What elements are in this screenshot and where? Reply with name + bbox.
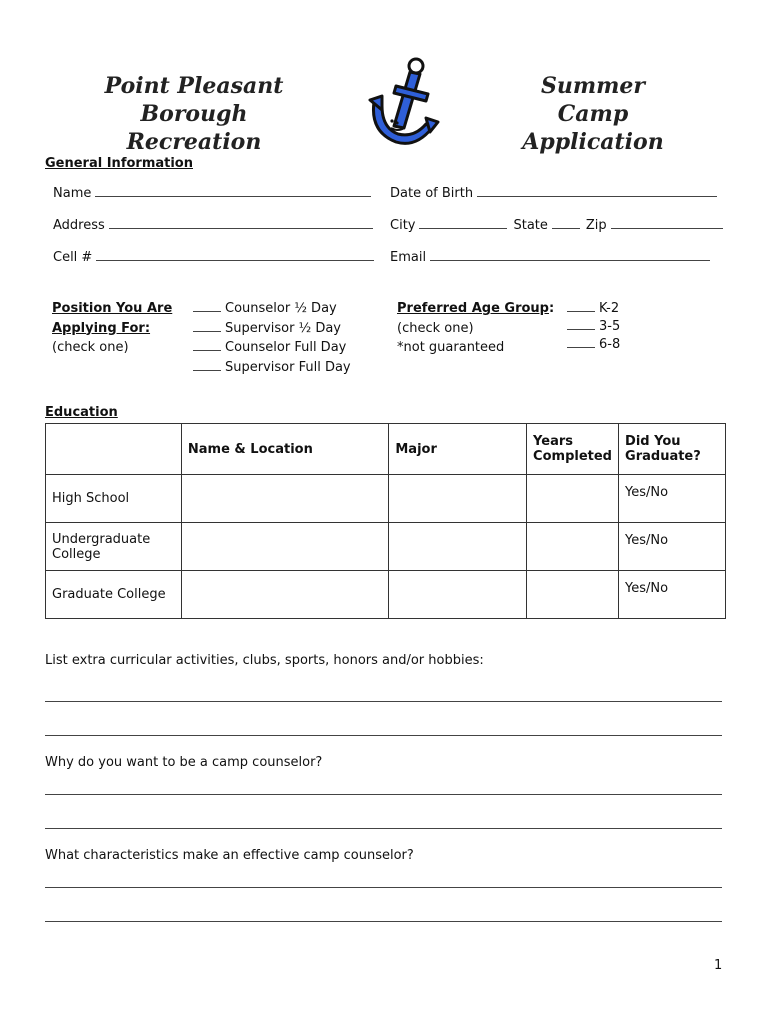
question-why-counselor: Why do you want to be a camp counselor?	[45, 755, 323, 770]
age-option-label: 3-5	[599, 319, 621, 334]
position-option[interactable]	[193, 338, 346, 358]
position-blank[interactable]	[193, 338, 221, 351]
city-line[interactable]	[419, 216, 507, 229]
address-field[interactable]	[53, 216, 379, 233]
org-title-line2: Recreation	[126, 129, 262, 155]
graduate-cell[interactable]: Yes/No	[619, 571, 726, 619]
table-row	[46, 523, 726, 571]
email-field[interactable]	[390, 248, 716, 265]
anchor-icon	[366, 56, 442, 150]
row-label: Undergraduate College	[46, 523, 182, 571]
age-group-note: (check one)	[397, 320, 474, 336]
education-heading: Education	[45, 405, 118, 420]
major-cell[interactable]	[389, 571, 527, 619]
answer-line[interactable]	[45, 794, 722, 795]
dob-label: Date of Birth	[390, 186, 474, 201]
address-line[interactable]	[109, 216, 373, 229]
answer-line[interactable]	[45, 921, 722, 922]
row-label: High School	[46, 475, 182, 523]
name-label: Name	[53, 186, 92, 201]
email-label: Email	[390, 250, 427, 265]
table-header	[46, 424, 182, 475]
cell-label: Cell #	[53, 250, 93, 265]
age-group-disclaimer: *not guaranteed	[397, 340, 505, 355]
education-table	[45, 423, 726, 619]
age-group-label: Preferred Age Group	[397, 301, 549, 316]
position-option-label: Supervisor Full Day	[225, 359, 351, 375]
question-characteristics: What characteristics make an effective camp counselor?	[45, 848, 414, 863]
major-cell[interactable]	[389, 523, 527, 571]
table-header: Did You Graduate?	[619, 424, 726, 475]
address-label: Address	[53, 218, 105, 233]
age-option-label: 6-8	[599, 337, 621, 352]
position-option[interactable]	[193, 358, 351, 378]
age-option[interactable]	[567, 317, 620, 337]
state-label: State	[513, 218, 548, 233]
dob-field[interactable]	[390, 184, 723, 201]
position-option-label: Counselor ½ Day	[225, 301, 337, 316]
position-label-block	[52, 299, 172, 358]
position-blank[interactable]	[193, 358, 221, 371]
position-option-label: Supervisor ½ Day	[225, 320, 341, 336]
years-cell[interactable]	[527, 475, 619, 523]
position-option-label: Counselor Full Day	[225, 340, 347, 355]
table-header: Major	[389, 424, 527, 475]
name-location-cell[interactable]	[181, 523, 388, 571]
graduate-cell[interactable]: Yes/No	[619, 523, 726, 571]
age-blank[interactable]	[567, 317, 595, 330]
state-line[interactable]	[552, 216, 580, 229]
answer-line[interactable]	[45, 887, 722, 888]
years-cell[interactable]	[527, 571, 619, 619]
city-label: City	[390, 218, 416, 233]
answer-line[interactable]	[45, 828, 722, 829]
dob-line[interactable]	[477, 184, 717, 197]
major-cell[interactable]	[389, 475, 527, 523]
position-label-line1: Position You Are	[52, 301, 173, 316]
zip-line[interactable]	[611, 216, 723, 229]
age-group-label-block	[397, 299, 554, 358]
age-option-label: K-2	[599, 301, 620, 316]
table-row	[46, 475, 726, 523]
zip-label: Zip	[585, 218, 607, 233]
table-header: Years Completed	[527, 424, 619, 475]
cell-line[interactable]	[96, 248, 374, 261]
org-title-line1: Point Pleasant Borough	[104, 73, 284, 127]
position-option[interactable]	[193, 299, 337, 319]
row-label: Graduate College	[46, 571, 182, 619]
form-title-line1: Summer Camp	[540, 73, 646, 127]
general-info-heading: General Information	[45, 156, 193, 171]
name-line[interactable]	[95, 184, 371, 197]
answer-line[interactable]	[45, 701, 722, 702]
city-state-zip-field[interactable]	[390, 216, 729, 233]
position-option[interactable]	[193, 319, 341, 339]
answer-line[interactable]	[45, 735, 722, 736]
position-note: (check one)	[52, 340, 129, 355]
position-blank[interactable]	[193, 319, 221, 332]
age-blank[interactable]	[567, 335, 595, 348]
table-row	[46, 571, 726, 619]
age-group-colon: :	[548, 301, 555, 316]
page-number: 1	[714, 958, 723, 973]
table-header-row	[46, 424, 726, 475]
name-location-cell[interactable]	[181, 571, 388, 619]
age-option[interactable]	[567, 335, 620, 355]
name-location-cell[interactable]	[181, 475, 388, 523]
email-line[interactable]	[430, 248, 710, 261]
graduate-cell[interactable]: Yes/No	[619, 475, 726, 523]
cell-field[interactable]	[53, 248, 380, 265]
org-title	[58, 72, 330, 156]
position-blank[interactable]	[193, 299, 221, 312]
table-header: Name & Location	[181, 424, 388, 475]
form-title-line2: Application	[522, 129, 664, 155]
form-title	[508, 72, 678, 156]
name-field[interactable]	[53, 184, 377, 201]
age-blank[interactable]	[567, 299, 595, 312]
position-label-line2: Applying For:	[52, 320, 151, 336]
question-activities: List extra curricular activities, clubs, sports, honors and/or hobbies:	[45, 653, 484, 668]
age-option[interactable]	[567, 299, 619, 319]
years-cell[interactable]	[527, 523, 619, 571]
